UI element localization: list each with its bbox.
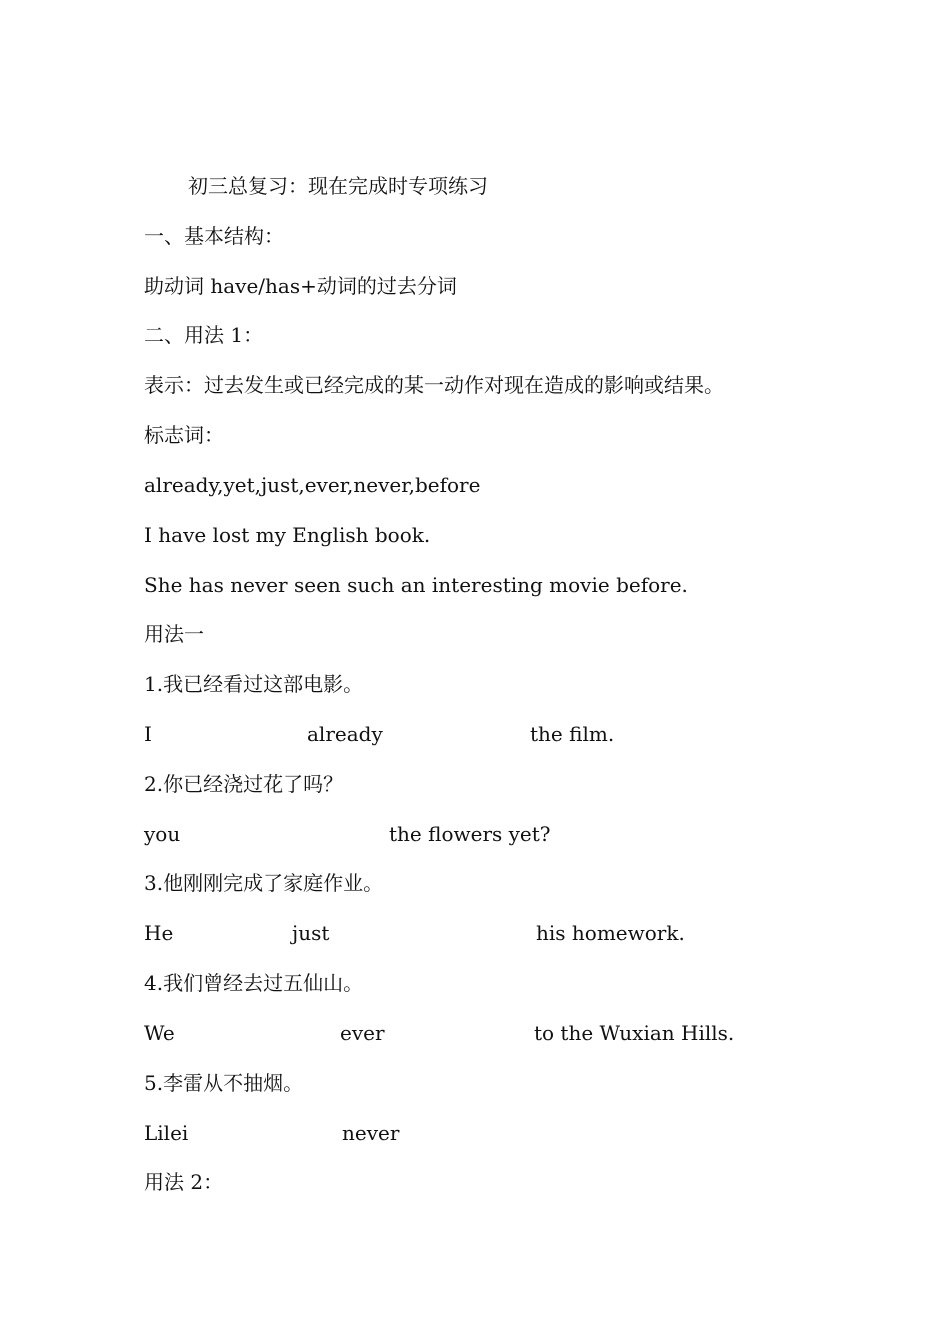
- exercise-1-word: the film.: [530, 722, 615, 746]
- page-title: 初三总复习：现在完成时专项练习: [188, 174, 488, 198]
- markers-list: already,yet,just,ever,never,before: [144, 473, 481, 497]
- exercise-4-word: ever: [340, 1021, 385, 1045]
- exercise-1-answer-line: [144, 721, 844, 747]
- exercise-5-prompt: 5.李雷从不抽烟。: [144, 1071, 304, 1095]
- exercise-3-prompt: 3.他刚刚完成了家庭作业。: [144, 871, 384, 895]
- exercise-1-word: already: [307, 722, 383, 746]
- exercise-1-word: I: [144, 722, 152, 746]
- exercise-5-word: never: [342, 1121, 400, 1145]
- usage-1-description: 表示：过去发生或已经完成的某一动作对现在造成的影响或结果。: [144, 373, 724, 397]
- markers-label: 标志词：: [144, 423, 224, 447]
- exercise-5-answer-line: [144, 1120, 844, 1146]
- exercise-5-word: Lilei: [144, 1121, 189, 1145]
- exercise-2-word: you: [144, 822, 181, 846]
- section-heading-usage-1: 二、用法 1：: [144, 323, 264, 347]
- exercise-1-prompt: 1.我已经看过这部电影。: [144, 672, 364, 696]
- exercise-2-prompt: 2.你已经浇过花了吗？: [144, 772, 344, 796]
- section-heading-basic-structure: 一、基本结构：: [144, 224, 284, 248]
- example-sentence-1: I have lost my English book.: [144, 523, 431, 547]
- example-sentence-2: She has never seen such an interesting movie before.: [144, 573, 688, 597]
- exercise-4-answer-line: [144, 1020, 844, 1046]
- exercise-4-word: We: [144, 1021, 175, 1045]
- exercise-2-word: the flowers yet?: [389, 822, 551, 846]
- usage-1-label: 用法一: [144, 622, 204, 646]
- exercise-3-word: just: [292, 921, 330, 945]
- exercise-4-prompt: 4.我们曾经去过五仙山。: [144, 971, 364, 995]
- section-heading-usage-2: 用法 2：: [144, 1170, 224, 1194]
- exercise-3-answer-line: [144, 920, 844, 946]
- exercise-3-word: his homework.: [536, 921, 685, 945]
- exercise-3-word: He: [144, 921, 174, 945]
- exercise-2-answer-line: [144, 821, 844, 847]
- basic-structure-text: 助动词 have/has+动词的过去分词: [144, 274, 457, 298]
- exercise-4-word: to the Wuxian Hills.: [534, 1021, 735, 1045]
